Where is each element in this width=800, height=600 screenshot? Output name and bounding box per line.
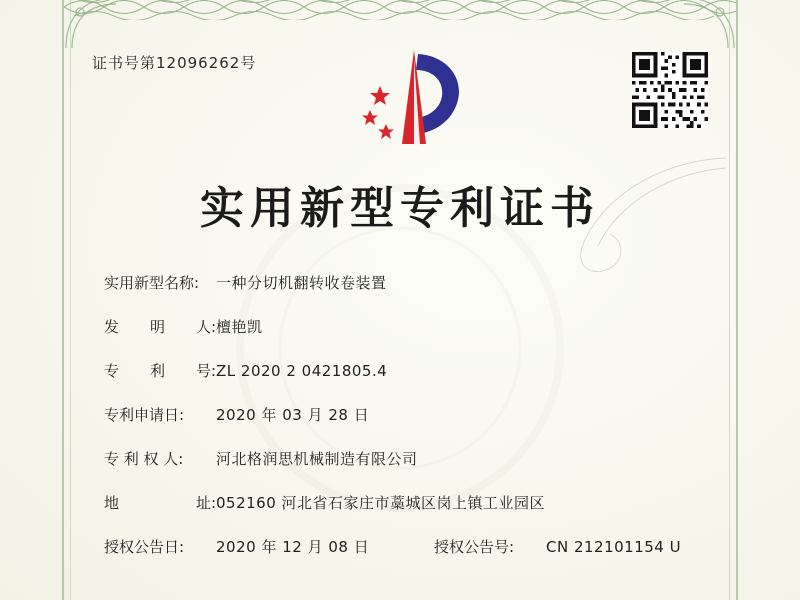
field-grant-number xyxy=(434,536,681,557)
ornament-top-band xyxy=(64,0,736,20)
field-value-patentee: 河北格润思机械制造有限公司 xyxy=(216,450,418,468)
field-application-date xyxy=(104,404,708,425)
field-label-grant-number: 授权公告号: xyxy=(434,538,515,556)
field-inventor xyxy=(104,316,708,337)
field-footer-row xyxy=(104,536,708,557)
field-grant-date xyxy=(104,536,434,557)
field-value-patent-number: ZL 2020 2 0421805.4 xyxy=(216,362,388,380)
field-label-patentee: 专 利 权 人: xyxy=(104,450,184,468)
field-label-patent-number-char-3: 号: xyxy=(195,362,216,380)
field-value-inventor: 檀艳凯 xyxy=(216,318,263,336)
field-label-patent-number-char-1: 专 xyxy=(104,362,120,380)
field-address xyxy=(104,492,708,513)
field-label-address-char-2: 址: xyxy=(195,494,216,512)
field-value-application-date: 2020 年 03 月 28 日 xyxy=(216,406,370,424)
field-label-patent-number-char-2: 利 xyxy=(149,362,165,380)
field-label-inventor-char-2: 明 xyxy=(149,318,165,336)
field-label-inventor xyxy=(104,316,216,337)
field-value-grant-date: 2020 年 12 月 08 日 xyxy=(216,538,370,556)
cnipa-patent-logo xyxy=(352,48,470,152)
qr-code xyxy=(632,52,708,128)
field-value-address: 052160 河北省石家庄市藁城区岗上镇工业园区 xyxy=(216,494,546,512)
certificate-number: 证书号第12096262号 xyxy=(92,54,257,72)
field-patent-number xyxy=(104,360,708,381)
field-label-inventor-char-3: 人: xyxy=(195,318,216,336)
field-list xyxy=(104,272,708,557)
field-label-address-char-1: 地 xyxy=(104,494,120,512)
field-patentee xyxy=(104,448,708,469)
field-value-grant-number: CN 212101154 U xyxy=(546,538,682,556)
field-label-address xyxy=(104,492,216,513)
corner-ornament-top-right xyxy=(682,0,736,50)
field-value-utility-model-name: 一种分切机翻转收卷装置 xyxy=(216,274,387,292)
field-utility-model-name xyxy=(104,272,708,293)
corner-ornament-top-left xyxy=(64,0,118,50)
field-label-grant-date: 授权公告日: xyxy=(104,538,185,556)
field-label-patent-number xyxy=(104,360,216,381)
field-label-utility-model-name: 实用新型名称: xyxy=(104,274,200,292)
field-label-application-date: 专利申请日: xyxy=(104,406,185,424)
page-title: 实用新型专利证书 xyxy=(200,183,600,234)
field-label-inventor-char-1: 发 xyxy=(104,318,120,336)
